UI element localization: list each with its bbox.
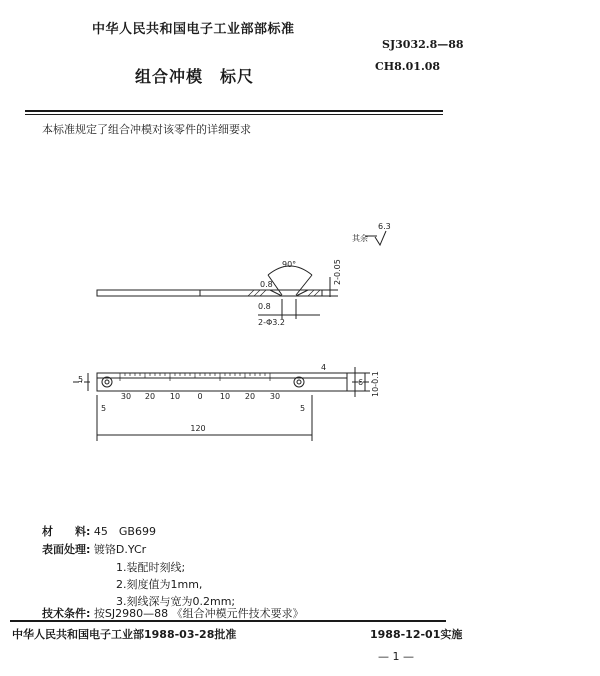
groove-label: 2-Φ3.2 [258,318,285,327]
spec-item: 3.刻线深与宽为0.2mm; [116,595,236,608]
scale-number: 10 [219,392,231,401]
classification-number: CH8.01.08 [375,60,441,73]
roughness-main: 6.3 [378,222,391,231]
side-view-body [97,290,322,296]
header-rule-thin [25,114,443,115]
header-rule-thick [25,110,443,112]
footer-rule [10,620,446,622]
scale-number: 20 [244,392,256,401]
surface-note: 其余 [352,234,368,243]
spec-surface [42,541,146,557]
scale-number: 10 [169,392,181,401]
scale-number: 30 [269,392,281,401]
spec-item: 2.刻度值为1mm, [116,578,203,591]
technical-drawing [0,215,600,455]
standard-number: SJ3032.8—88 [382,38,464,51]
effective-date: 1988-12-01实施 [370,628,463,641]
dim-right-b: 6 [358,378,364,387]
approval-date: 中华人民共和国电子工业部1988-03-28批准 [12,628,237,641]
intro-text: 本标准规定了组合冲模对该零件的详细要求 [42,123,251,136]
tech-label: 技术条件: [42,607,91,620]
dim-width: 10-0.1 [371,371,380,397]
scale-number: 20 [144,392,156,401]
surface-label: 表面处理: [42,543,91,556]
spec-tech [42,605,304,621]
dim-left-bottom: 5 [101,404,107,413]
spec-material [42,523,156,539]
dim-right-bottom: 5 [300,404,306,413]
scale-number: 30 [120,392,132,401]
scale-ticks [120,373,270,381]
spec-item: 1.装配时刻线; [116,561,186,574]
roughness-side: 0.8 [258,302,271,311]
dim-right-a: 4 [321,363,327,372]
tech-value: 按SJ2980—88 《组合冲模元件技术要求》 [93,607,304,620]
surface-value: 镀铬D.YCr [93,543,147,556]
roughness-symbol [375,231,386,245]
page-number: — 1 — [378,650,414,663]
scale-number: 0 [197,392,203,401]
angle-label: 90° [282,260,297,269]
dim-left-top: 5 [78,375,84,384]
roughness-top: 0.8 [260,280,273,289]
org-header: 中华人民共和国电子工业部部标准 [92,22,295,37]
document-title: 组合冲模 标尺 [135,67,255,86]
top-view-body [97,373,347,391]
material-label: 材 料: [42,525,91,538]
material-value: 45 GB699 [93,525,156,538]
thickness-label: 2-0.05 [333,259,342,285]
dim-length: 120 [190,424,206,433]
